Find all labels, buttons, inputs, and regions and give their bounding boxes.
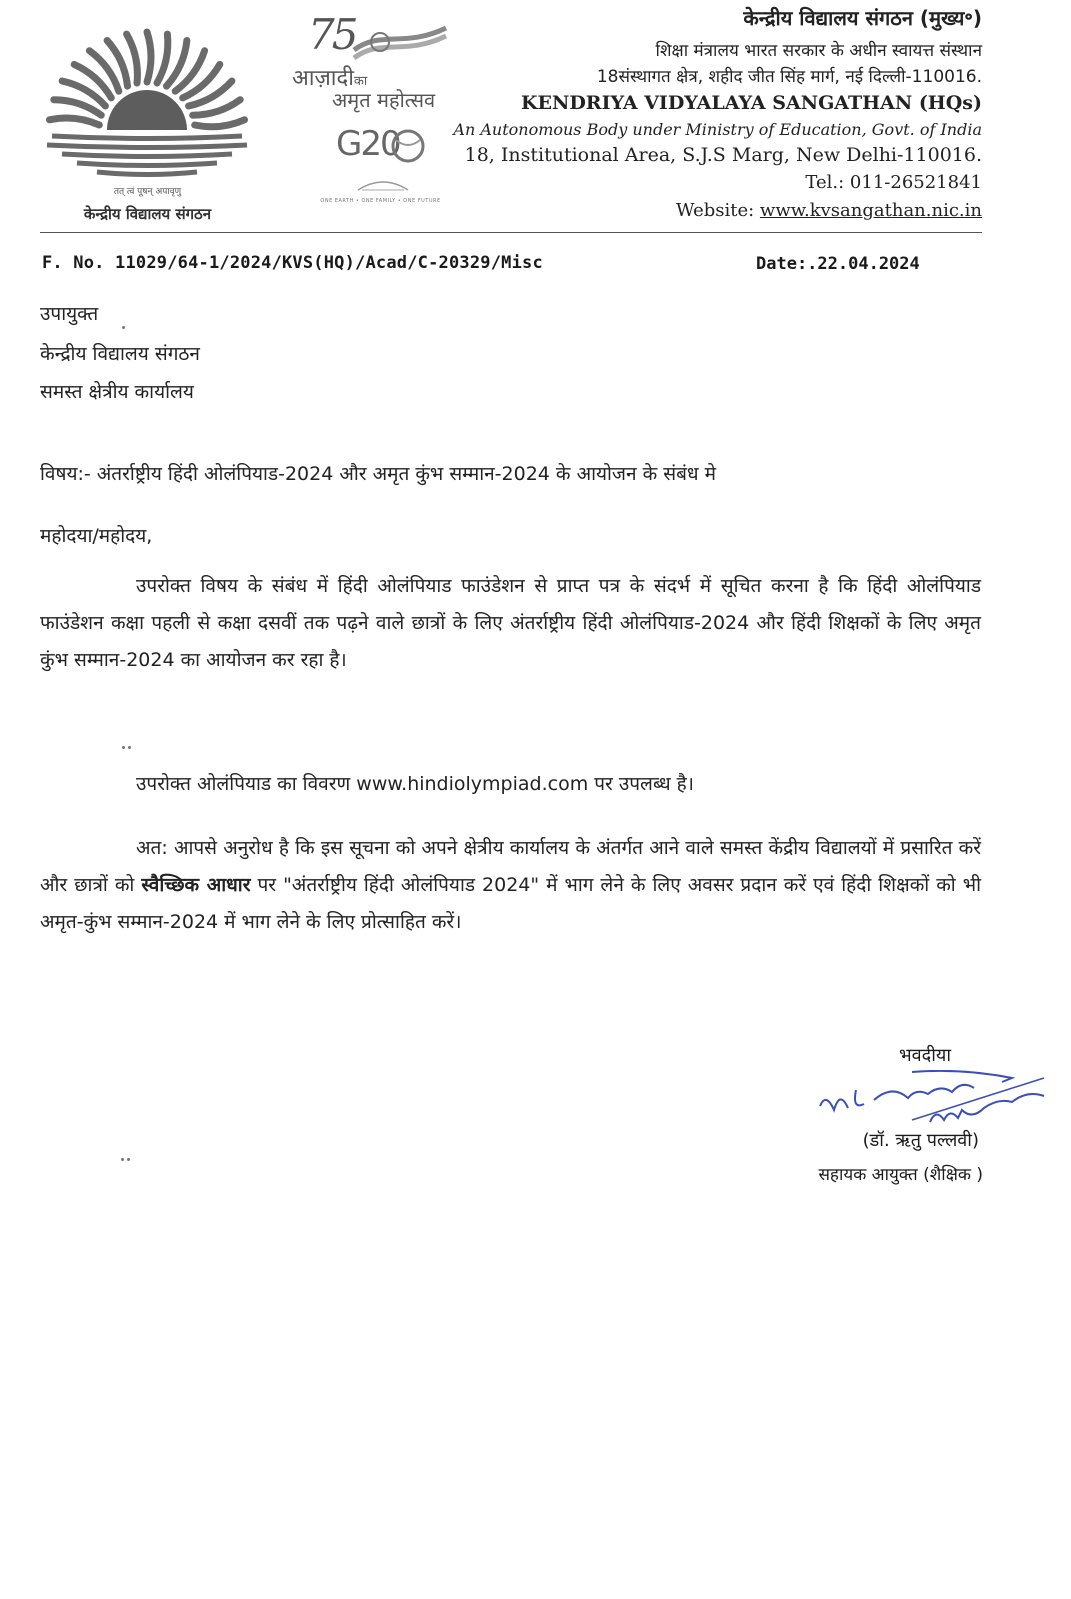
org-telephone: Tel.: 011-26521841 — [805, 172, 982, 193]
emblem-ray — [54, 100, 102, 116]
emblem-horizon-line — [52, 136, 242, 139]
voluntary-basis-emphasis: स्वैच्छिक आधार — [141, 874, 251, 896]
flag-wave-icon — [350, 20, 450, 64]
scan-speck — [122, 326, 125, 329]
file-number: F. No. 11029/64-1/2024/KVS(HQ)/Acad/C-20329/Misc — [42, 253, 543, 273]
body-paragraph-1 — [40, 568, 981, 679]
emblem-ray — [195, 120, 245, 127]
emblem-ray — [157, 34, 168, 83]
org-subtitle-english: An Autonomous Body under Ministry of Education, Govt. of India — [453, 120, 982, 139]
g20-lotus-emblem-icon — [348, 174, 418, 194]
kvs-logo — [40, 12, 255, 224]
addressee-line-2: केन्द्रीय विद्यालय संगठन — [40, 343, 200, 365]
globe-lotus-icon — [388, 126, 428, 166]
azadi-line-1: आज़ादीका — [292, 66, 368, 91]
emblem-ray — [147, 32, 151, 82]
emblem-sun — [107, 90, 187, 130]
azadi-75-number: 75 — [308, 10, 356, 59]
kvs-sunrise-emblem-icon — [40, 12, 255, 182]
paragraph-2-text: उपरोक्त ओलंपियाड का विवरण www.hindiolympiad.com पर उपलब्ध है। — [136, 773, 694, 795]
emblem-horizon-line — [47, 145, 247, 148]
org-address-english: 18, Institutional Area, S.J.S Marg, New Delhi-110016. — [464, 144, 982, 166]
paragraph-3-text: अत: आपसे अनुरोध है कि इस सूचना को अपने क्षेत्रीय कार्यालय के अंतर्गत आने वाले समस्त केंद्रीय विद्यालयों में प्रसारित करें और छात्रों को स्वैच्छिक आधार पर "अंतर्राष्ट्रीय हिंदी ओलंपियाड 2024" में भाग लेने के लिए अवसर प्रदान करें एवं हिंदी शिक्षकों को भी अमृत-कुंभ सम्मान-2024 में भाग लेने के लिए प्रोत्साहित करें। — [40, 837, 981, 933]
kvs-logo-motto: तत् त्वं पूषन् अपावृणु — [113, 187, 182, 197]
org-address-hindi: 18संस्थागत क्षेत्र, शहीद जीत सिंह मार्ग, नई दिल्ली-110016. — [596, 67, 982, 87]
scan-speck — [121, 1158, 124, 1161]
website-link[interactable]: www.kvsangathan.nic.in — [759, 200, 982, 221]
letterhead-divider — [40, 232, 982, 233]
g20-logo — [318, 122, 458, 217]
org-name-english: KENDRIYA VIDYALAYA SANGATHAN (HQs) — [520, 92, 982, 114]
letter-date: Date:.22.04.2024 — [756, 254, 920, 274]
azadi-line-2: अमृत महोत्सव — [332, 88, 436, 112]
kvs-logo-name: केन्द्रीय विद्यालय संगठन — [83, 205, 212, 223]
signature-closing: भवदीया — [899, 1045, 951, 1066]
scan-speck — [122, 746, 125, 749]
scan-speck — [128, 746, 131, 749]
website-label: Website: — [676, 200, 760, 221]
salutation: महोदया/महोदय, — [40, 525, 153, 547]
body-paragraph-2 — [40, 766, 981, 803]
emblem-horizon-line — [97, 172, 197, 175]
org-name-hindi: केन्द्रीय विद्यालय संगठन (मुख्य॰) — [743, 6, 982, 30]
body-paragraph-3 — [40, 830, 981, 941]
org-website — [676, 200, 982, 221]
addressee-line-1: उपायुक्त — [40, 303, 99, 325]
addressee-line-3: समस्त क्षेत्रीय कार्यालय — [40, 381, 194, 403]
signatory-name: (डॉ. ऋतु पल्लवी) — [862, 1130, 979, 1151]
emblem-horizon-line — [62, 154, 232, 157]
emblem-horizon-line — [77, 163, 217, 166]
emblem-ray — [50, 118, 100, 125]
org-subtitle-hindi: शिक्षा मंत्रालय भारत सरकार के अधीन स्वायत्त संस्थान — [655, 41, 982, 61]
letter-subject: विषय:- अंतर्राष्ट्रीय हिंदी ओलंपियाड-2024 और अमृत कुंभ सम्मान-2024 के आयोजन के संबंध मे — [40, 463, 717, 485]
signatory-designation: सहायक आयुक्त (शैक्षिक ) — [818, 1165, 983, 1185]
paragraph-1-text: उपरोक्त विषय के संबंध में हिंदी ओलंपियाड फाउंडेशन से प्राप्त पत्र के संदर्भ में सूचित करना है कि हिंदी ओलंपियाड फाउंडेशन कक्षा पहली से कक्षा दसवीं तक पढ़ने वाले छात्रों के लिए अंतर्राष्ट्रीय हिंदी ओलंपियाड-2024 और हिंदी शिक्षकों के लिए अमृत कुंभ सम्मान-2024 का आयोजन कर रहा है। — [40, 575, 981, 671]
azadi-ka-amrit-mahotsav-logo — [290, 10, 460, 119]
g20-wordmark: G20 — [336, 124, 400, 164]
scan-speck — [127, 1158, 130, 1161]
g20-tagline: ONE EARTH • ONE FAMILY • ONE FUTURE — [320, 198, 441, 204]
